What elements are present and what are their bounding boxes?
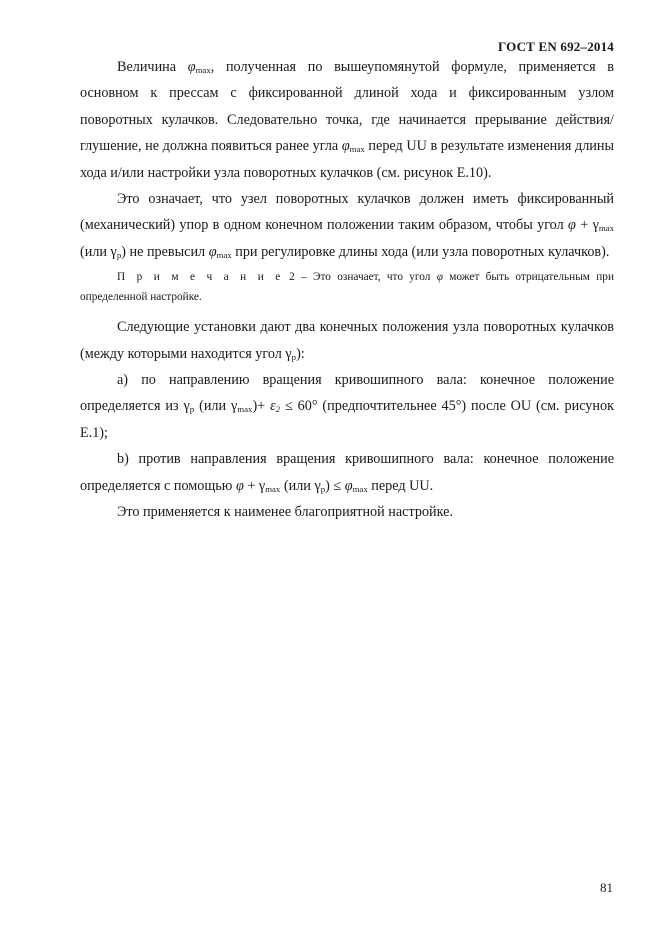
paragraph-end-positions-intro: Следующие установки дают два конечных положения узла поворотных кулачков (между которыми находится угол $\gamma_p$): xyxy=(80,319,614,362)
paragraph-least-favorable: Это применяется к наименее благоприятной настройке. xyxy=(117,504,454,521)
note-2: П р и м е ч а н и е 2 – Это означает, что угол φ может быть отрицательным при определенной настройке. xyxy=(80,271,614,304)
note-label: П р и м е ч а н и е xyxy=(117,271,283,284)
list-item-b: b) против направления вращения кривошипного вала: конечное положение определяется с помощью $\varphi + \gamma_{max}$ (или $\gamma_p) \le \varphi_{max}$ перед UU. xyxy=(80,451,614,494)
document-body xyxy=(80,54,614,526)
list-item-a: a) по направлению вращения кривошипного вала: конечное положение определяется из $\gamma_p$ (или $\gamma_{max})+ \varepsilon_2 \le 60^\circ$ (предпочтительнее 45°) после OU (см. рисунок E.1); xyxy=(80,372,614,441)
paragraph-mechanical-stop: Это означает, что узел поворотных кулачков должен иметь фиксированный (механический) упор в одном конечном положении таким образом, чтобы угол $\varphi + \gamma_{max}$ (или $\gamma_p$) не превысил $\varphi_{max}$ при регулировке длины хода (или узла поворотных кулачков). xyxy=(80,191,614,260)
document-id-header: ГОСТ EN 692–2014 xyxy=(497,39,614,54)
page-number: 81 xyxy=(600,880,613,895)
paragraph-phi-max-application: Величина $\varphi_{max}$, полученная по вышеупомянутой формуле, применяется в основном к прессам с фиксированной длиной хода и фиксированным узлом поворотных кулачков. Следовательно точка, где начинается прерывание действия/глушение, не должна появиться ранее угла $\varphi_{max}$ перед UU в результате изменения длины хода и/или настройки узла поворотных кулачков (см. рисунок E.10). xyxy=(80,59,614,181)
